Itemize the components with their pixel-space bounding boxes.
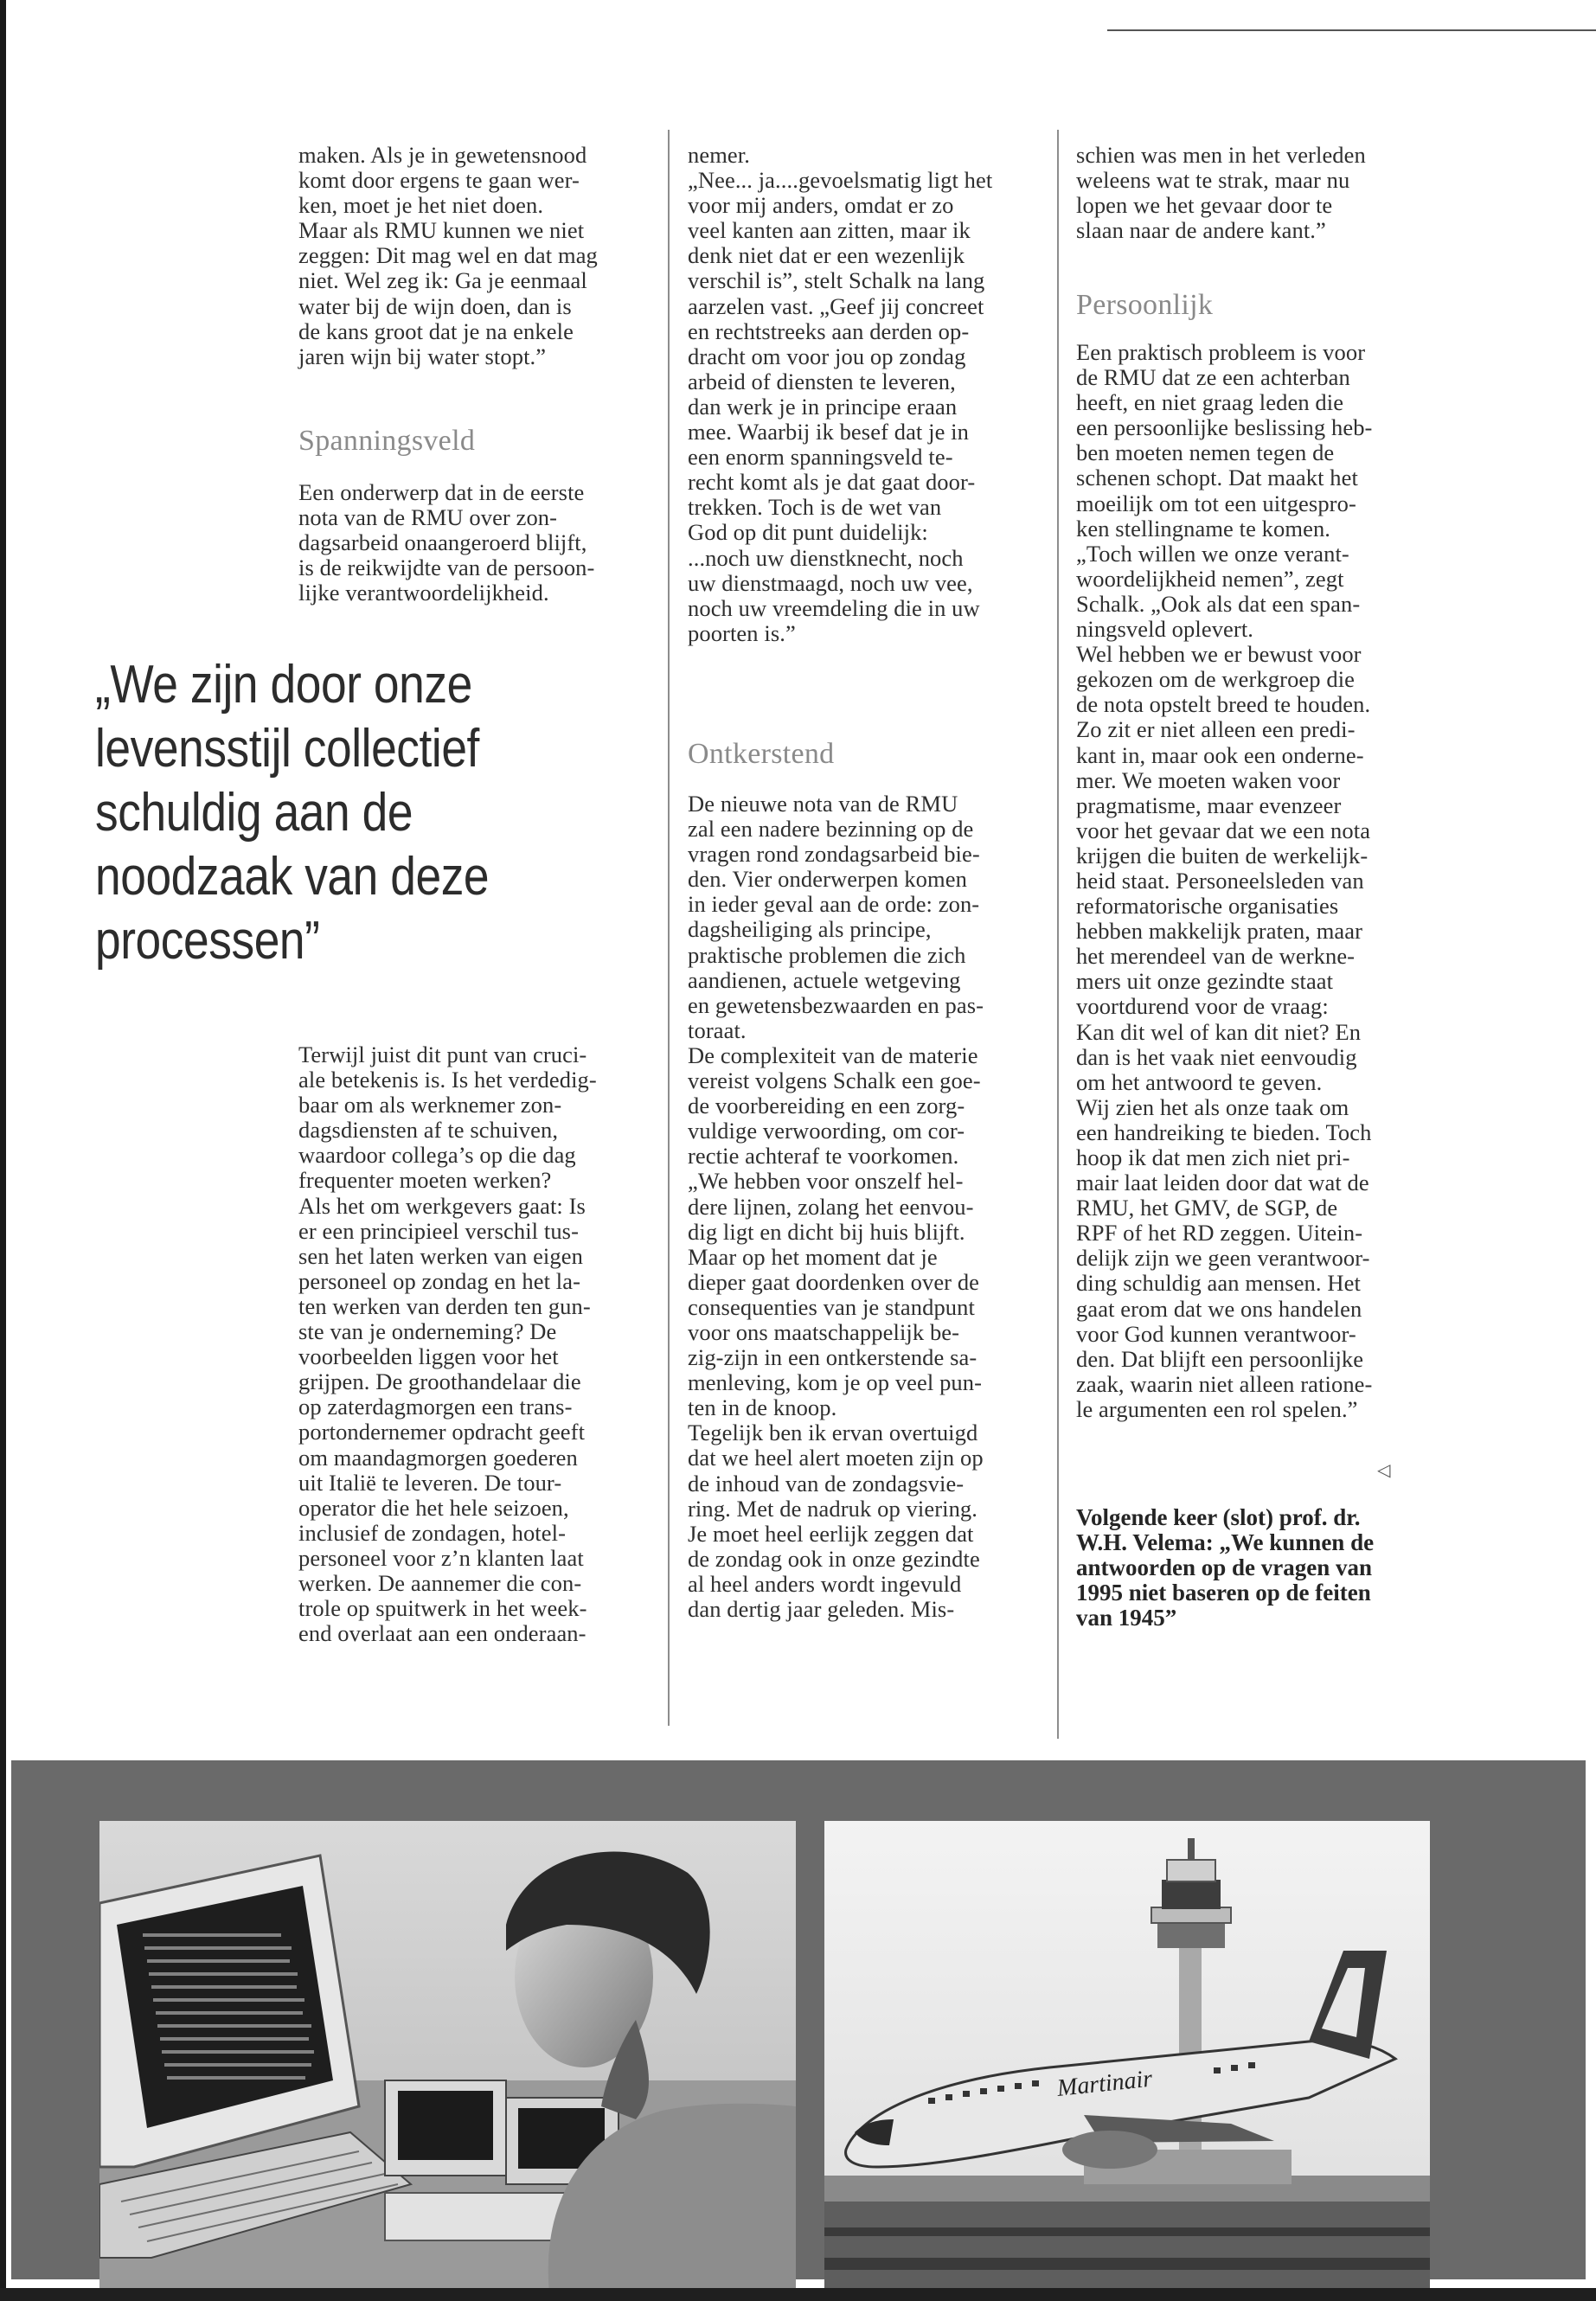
airport-photo: [824, 1821, 1430, 2292]
pull-quote: „We zijn door onze levensstijl collectief schuldig aan de noodzaak van deze processen”: [95, 655, 490, 971]
column-1-spanningsveld-paragraph: Een onderwerp dat in de eerste nota van de RMU over zon- dagsarbeid onaangeroerd blijft, is de reikwijdte van de persoon- lijke verantwoordelijkheid.: [298, 479, 595, 606]
column-3-bottom-paragraph: Een praktisch probleem is voor de RMU dat ze een achterban heeft, en niet graag leden die een persoonlijke beslissing heb- ben moeten nemen tegen de schenen schopt. Dat maakt het moeilijk om tot een uitgespro- ken stellingname te komen. „Toch willen we onze verant- woordelijkheid nemen”, zegt Schalk. „Ook als dat een span- ningsveld oplevert. Wel hebben we er bewust voor gekozen om de werkgroep die de nota opstelt breed te houden. Zo zit er niet alleen een predi- kant in, maar ook een onderne- mer. We moeten waken voor pragmatisme, maar evenzeer voor het gevaar dat we een nota krijgen die buiten de werkelijk- heid staat. Personeelsleden van reformatorische organisaties hebben makkelijk praten, maar het merendeel van de werkne- mers uit onze gezindte staat voortdurend voor de vraag: Kan dit wel of kan dit niet? En dan is het vaak niet eenvoudig om het antwoord te geven. Wij zien het als onze taak om een handreiking te bieden. Toch hoop ik dat men zich niet pri- mair laat leiden door dat wat de RMU, het GMV, de SGP, de RPF of het RD zeggen. Uitein- delijk zijn we geen verantwoor- ding schuldig aan mensen. Het gaat erom dat we ons handelen voor God kunnen verantwoor- den. Dat blijft een persoonlijke zaak, waarin niet alleen ratione- le argumenten een rol spelen.”: [1076, 339, 1373, 1422]
computer-operator-illustration: [99, 1821, 796, 2292]
subheading-ontkerstend: Ontkerstend: [688, 738, 835, 770]
subheading-spanningsveld: Spanningsveld: [298, 425, 476, 457]
airport-illustration: [824, 1821, 1430, 2292]
column-2-top-paragraph: nemer. „Nee... ja....gevoelsmatig ligt het voor mij anders, omdat er zo veel kanten aan zitten, maar ik denk niet dat er een wezenlijk verschil is”, stelt Schalk na lang aarzelen vast. „Geef jij concreet en rechtstreeks aan derden op- dracht om voor jou op zondag arbeid of diensten te leveren, dan werk je in principe eraan mee. Waarbij ik besef dat je in een enorm spanningsveld te- recht komt als je dat gaat door- trekken. Toch is de wet van God op dit punt duidelijk: ...noch uw dienstknecht, noch uw dienstmaagd, noch uw vee, noch uw vreemdeling die in uw poorten is.”: [688, 142, 993, 646]
page-bottom-edge: [0, 2288, 1596, 2301]
column-1-bottom-paragraph: Terwijl juist dit punt van cruci- ale betekenis is. Is het verdedig- baar om als werknemer zon- dagsdiensten af te schuiven, waardoor collega’s op die dag frequenter moeten werken? Als het om werkgevers gaat: Is er een principieel verschil tus- sen het laten werken van eigen personeel op zondag en het la- ten werken van derden ten gun- ste van je onderneming? De voorbeelden liggen voor het grijpen. De groothandelaar die op zaterdagmorgen een trans- portondernemer opdracht geeft om maandagmorgen goederen uit Italië te leveren. De tour- operator die het hele seizoen, inclusief de zondagen, hotel- personeel voor z’n klanten laat werken. De aannemer die con- trole op spuitwerk in het week- end overlaat aan een onderaan-: [298, 1042, 597, 1647]
column-divider-1: [668, 130, 670, 1726]
column-2-bottom-paragraph: De nieuwe nota van de RMU zal een nadere bezinning op de vragen rond zondagsarbeid bie- den. Vier onderwerpen komen in ieder geval aan de orde: zon- dagsheiliging als principe, praktische problemen die zich aandienen, actuele wetgeving en gewetensbezwaarden en pas- toraat. De complexiteit van de materie vereist volgens Schalk een goe- de voorbereiding en een zorg- vuldige verwoording, om cor- rectie achteraf te voorkomen. „We hebben voor onszelf hel- dere lijnen, zolang het eenvou- dig ligt en dicht bij huis blijft. Maar op het moment dat je dieper gaat doordenken over de consequenties van je standpunt voor ons maatschappelijk be- zig-zijn in een ontkerstende sa- menleving, kom je op veel pun- ten in de knoop. Tegelijk ben ik ervan overtuigd dat we heel alert moeten zijn op de inhoud van de zondagsvie- ring. Met de nadruk op viering. Je moet heel eerlijk zeggen dat de zondag ook in onze gezindte al heel anders wordt ingevuld dan dertig jaar geleden. Mis-: [688, 791, 984, 1622]
column-3-top-paragraph: schien was men in het verleden weleens wat te strak, maar nu lopen we het gevaar door te slaan naar de andere kant.”: [1076, 142, 1366, 244]
end-mark-icon: ◁: [1377, 1461, 1391, 1480]
column-divider-2: [1057, 130, 1059, 1739]
next-episode-note: Volgende keer (slot) prof. dr. W.H. Velema: „We kunnen de antwoorden op de vragen van 1995 niet baseren op de feiten van 1945”: [1076, 1504, 1375, 1631]
column-1-top-paragraph: maken. Als je in gewetensnood komt door ergens te gaan wer- ken, moet je het niet doen. Maar als RMU kunnen we niet zeggen: Dit mag wel en dat mag niet. Wel zeg ik: Ga je eenmaal water bij de wijn doen, dan is de kans groot dat je na enkele jaren wijn bij water stopt.”: [298, 142, 598, 369]
top-rule: [1107, 29, 1596, 31]
subheading-persoonlijk: Persoonlijk: [1076, 289, 1214, 321]
page-edge: [0, 0, 6, 2301]
plane-lettering: Martinair: [1055, 2065, 1154, 2102]
computer-operator-photo: [99, 1821, 796, 2292]
